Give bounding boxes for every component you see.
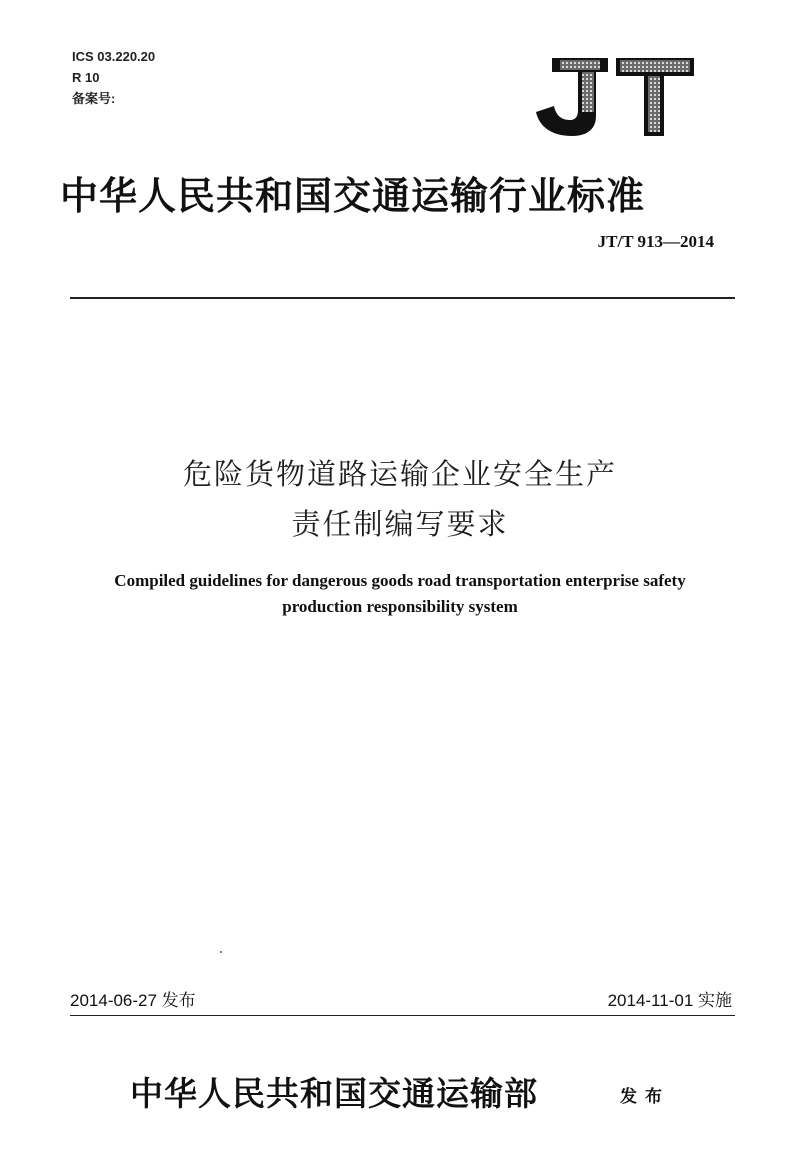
classification-block (72, 46, 155, 109)
effective-date: 2014-11-01 实施 (607, 991, 732, 1010)
print-speck (220, 951, 222, 953)
document-title-zh-line2: 责任制编写要求 (291, 507, 509, 541)
jt-logo (530, 54, 696, 138)
class-code: R 10 (72, 70, 100, 85)
issue-label: 发布 (620, 1087, 670, 1107)
document-title-en-line2: production responsibility system (282, 597, 518, 616)
footer-divider (70, 1015, 735, 1016)
standard-code: JT/T 913—2014 (597, 232, 714, 251)
ics-code: ICS 03.220.20 (72, 49, 156, 64)
publish-date: 2014-06-27 发布 (70, 991, 196, 1010)
document-title-zh-line1: 危险货物道路运输企业安全生产 (182, 457, 617, 491)
header-divider (70, 297, 735, 299)
issuing-authority: 中华人民共和国交通运输部 (130, 1074, 538, 1113)
document-title-en-line1: Compiled guidelines for dangerous goods road transportation enterprise safety (114, 571, 686, 590)
record-number: 备案号: (72, 91, 116, 106)
standard-category-title: 中华人民共和国交通运输行业标准 (60, 173, 646, 218)
